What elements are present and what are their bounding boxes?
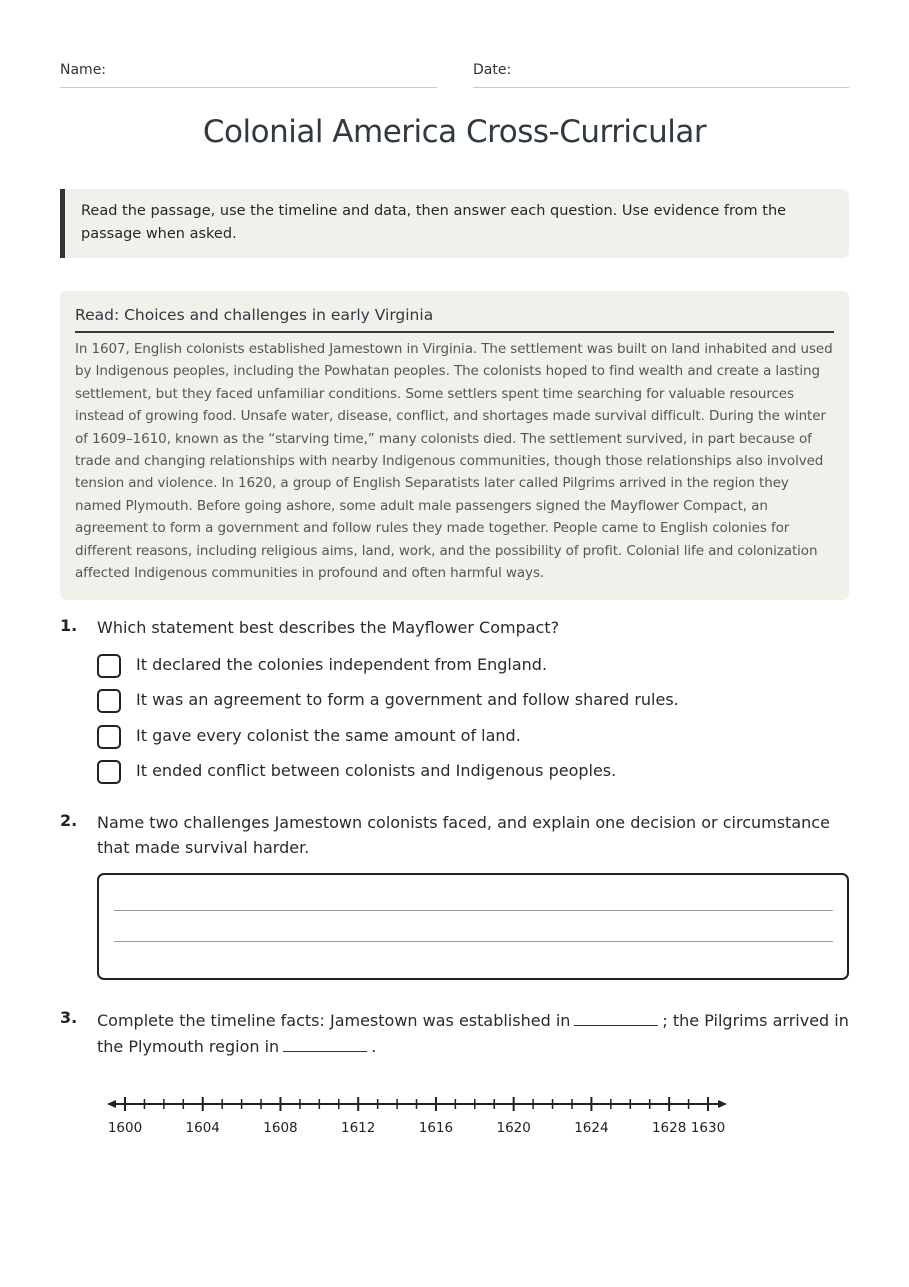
name-date-row (60, 60, 849, 88)
question-3-text-part2: ; the Pilgrims arrived in the Plymouth region in (97, 1011, 849, 1056)
question-1-number: 1. (60, 616, 78, 635)
option-b-checkbox[interactable] (97, 689, 121, 713)
name-field[interactable] (60, 60, 437, 88)
option-a-checkbox[interactable] (97, 654, 121, 678)
question-1-option-d[interactable] (97, 760, 837, 788)
question-1-option-a[interactable] (97, 654, 837, 682)
timeline (105, 1092, 735, 1152)
question-1-option-c[interactable] (97, 725, 837, 753)
timeline-arrow-left (107, 1100, 116, 1108)
question-2-text: Name two challenges Jamestown colonists faced, and explain one decision or circumstance that made survival harder. (97, 813, 830, 857)
timeline-arrow-right (718, 1100, 727, 1108)
question-2-answer-box[interactable] (97, 873, 849, 980)
jamestown-year-blank[interactable] (574, 1007, 658, 1026)
question-3-text (97, 1007, 849, 1059)
name-label: Name: (60, 62, 107, 78)
option-c-label: It gave every colonist the same amount of land. (136, 726, 521, 745)
timeline-tick-label: 1616 (418, 1120, 454, 1136)
passage-text: In 1607, English colonists established Jamestown in Virginia. The settlement was built on land inhabited and used by Indigenous peoples, including the Powhatan peoples. The colonists hoped to find wealth and create a lasting settlement, but they faced unfamiliar conditions. Some settlers spent time searching for valuable resources instead of growing food. Unsafe water, disease, conflict, and shortages made survival difficult. During the winter of 1609–1610, known as the “starving time,” many colonists died. The settlement survived, in part because of trade and changing relationships with nearby Indigenous communities, though those relationships also involved tension and violence. In 1620, a group of English Separatists later called Pilgrims arrived in the region they named Plymouth. Before going ashore, some adult male passengers signed the Mayflower Compact, an agreement to form a government and follow rules they made together. People came to English colonies for different reasons, including religious aims, land, work, and the possibility of profit. Colonial life and colonization affected Indigenous communities in profound and often harmful ways. (75, 341, 833, 582)
option-d-checkbox[interactable] (97, 760, 121, 784)
timeline-tick-label: 1604 (185, 1120, 220, 1136)
question-3-text-part3: . (371, 1037, 377, 1056)
question-1-text: Which statement best describes the Mayflower Compact? (97, 618, 560, 637)
answer-line (114, 941, 833, 942)
option-a-label: It declared the colonies independent from England. (136, 655, 548, 674)
timeline-tick-label: 1612 (341, 1120, 376, 1136)
timeline-tick-label: 1600 (107, 1120, 143, 1136)
timeline-tick-label: 1620 (496, 1120, 531, 1136)
question-3-number: 3. (60, 1008, 78, 1027)
timeline-tick-label: 1630 (690, 1120, 726, 1136)
option-d-label: It ended conflict between colonists and Indigenous peoples. (136, 761, 617, 780)
instructions-box: Read the passage, use the timeline and data, then answer each question. Use evidence from the passage when asked. (60, 189, 849, 258)
option-b-label: It was an agreement to form a government and follow shared rules. (136, 690, 679, 709)
passage-title: Read: Choices and challenges in early Virginia (75, 305, 834, 333)
timeline-tick-label: 1624 (574, 1120, 609, 1136)
option-c-checkbox[interactable] (97, 725, 121, 749)
page-title: Colonial America Cross-Curricular (202, 114, 707, 150)
answer-line (114, 910, 833, 911)
date-field[interactable] (473, 60, 849, 88)
timeline-tick-label: 1628 (651, 1120, 687, 1136)
pilgrims-year-blank[interactable] (283, 1033, 367, 1052)
reading-passage (60, 291, 849, 600)
question-1-option-b[interactable] (97, 689, 837, 717)
date-label: Date: (473, 62, 512, 78)
question-2-number: 2. (60, 811, 78, 830)
timeline-tick-label: 1608 (263, 1120, 298, 1136)
timeline-axis (105, 1092, 735, 1116)
question-3-text-part1: Complete the timeline facts: Jamestown was established in (97, 1011, 571, 1030)
